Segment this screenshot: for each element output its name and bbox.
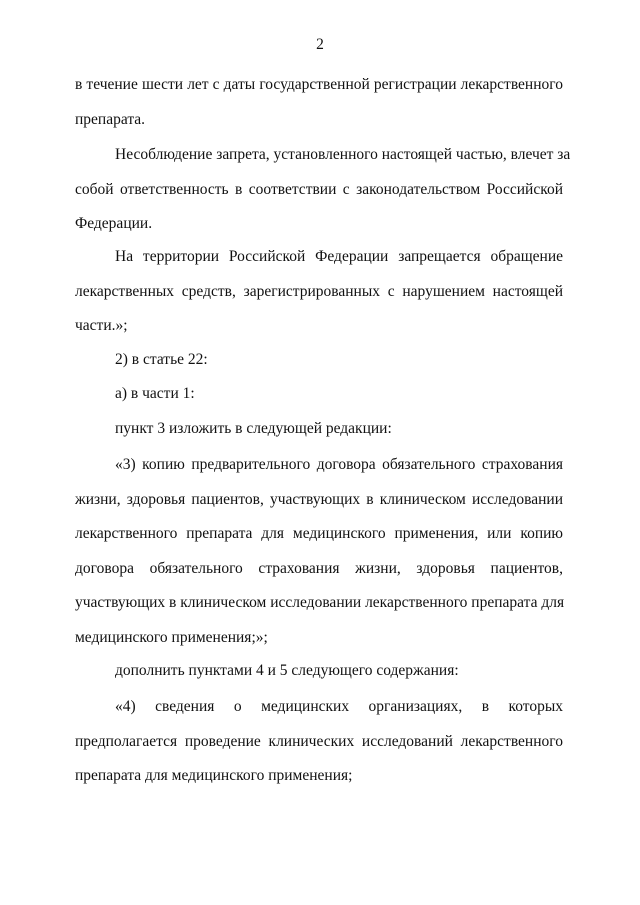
paragraph-line: жизни, здоровья пациентов, участвующих в клиническом исследовании: [75, 490, 563, 508]
paragraph-7: [75, 448, 563, 655]
paragraph-line: участвующих в клиническом исследовании лекарственного препарата для: [75, 594, 565, 611]
paragraph-line: Несоблюдение запрета, установленного настоящей частью, влечет за: [115, 146, 571, 163]
paragraph-line: собой ответственность в соответствии с законодательством Российской: [75, 180, 563, 198]
paragraph-line: части.»;: [75, 317, 128, 334]
paragraph-line: предполагается проведение клинических исследований лекарственного: [75, 732, 563, 750]
paragraph-line: лекарственных средств, зарегистрированных с нарушением настоящей: [75, 282, 563, 300]
paragraph-line: 2) в статье 22:: [115, 351, 208, 368]
paragraph-line: в течение шести лет с даты государственной регистрации лекарственного: [75, 76, 563, 93]
paragraph-line: «4) сведения о медицинских организациях, в которых: [115, 698, 563, 715]
paragraph-5: [75, 377, 563, 412]
paragraph-line: медицинского применения;»;: [75, 628, 268, 646]
paragraph-line: дополнить пунктами 4 и 5 следующего содержания:: [115, 662, 459, 679]
paragraph-4: [75, 343, 563, 378]
paragraph-line: а) в части 1:: [115, 385, 195, 402]
paragraph-9: [75, 690, 563, 794]
paragraph-1: [75, 68, 563, 137]
page-number: 2: [316, 36, 324, 53]
paragraph-line: препарата.: [75, 110, 146, 128]
paragraph-line: пункт 3 изложить в следующей редакции:: [115, 420, 392, 437]
paragraph-3: [75, 240, 563, 344]
paragraph-line: На территории Российской Федерации запрещается обращение: [115, 248, 563, 265]
paragraph-line: лекарственного препарата для медицинского применения, или копию: [75, 525, 563, 542]
paragraph-6: [75, 412, 563, 447]
paragraph-line: договора обязательного страхования жизни, здоровья пациентов,: [75, 559, 563, 577]
paragraph-2: [75, 138, 571, 242]
paragraph-line: Федерации.: [75, 215, 153, 232]
paragraph-8: [75, 654, 563, 689]
paragraph-line: препарата для медицинского применения;: [75, 767, 353, 784]
paragraph-line: «3) копию предварительного договора обязательного страхования: [115, 456, 563, 473]
